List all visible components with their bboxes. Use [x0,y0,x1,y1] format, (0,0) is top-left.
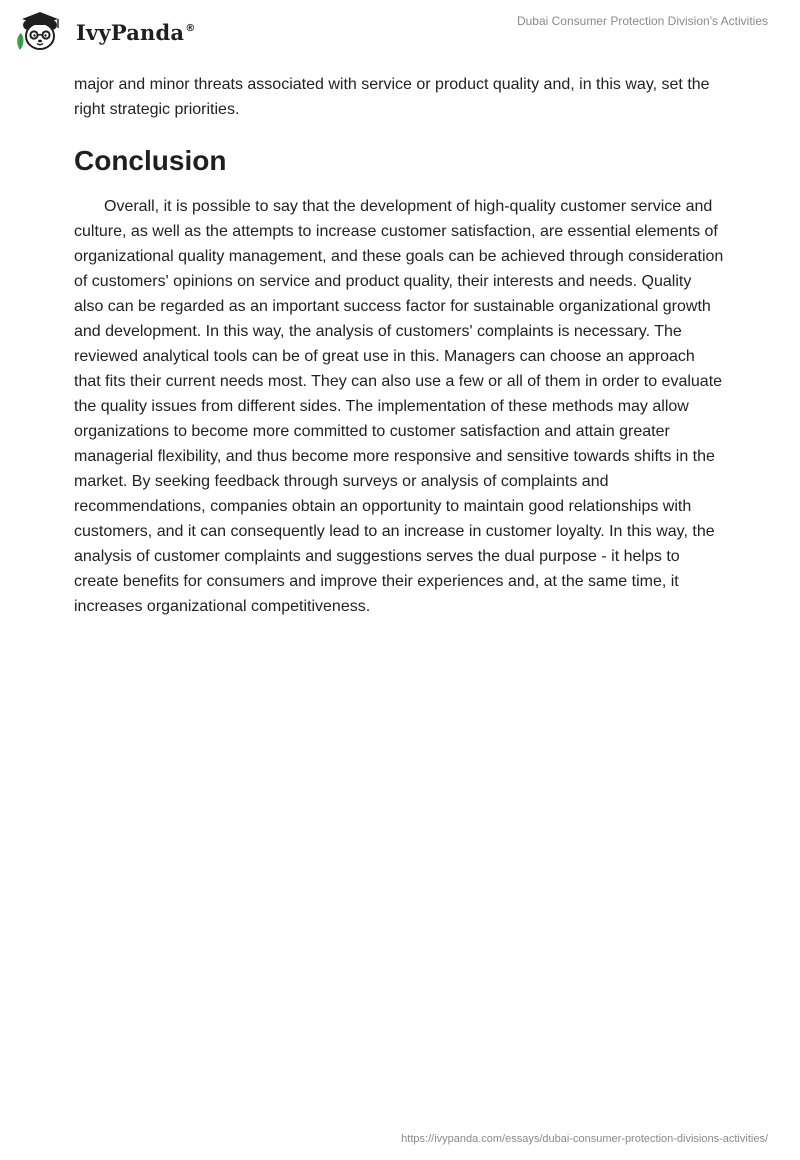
conclusion-heading: Conclusion [74,145,227,176]
registered-mark: ® [185,22,196,34]
intro-paragraph: major and minor threats associated with service or product quality and, in this way, set the right strategic priorities. [74,76,710,118]
conclusion-paragraph: Overall, it is possible to say that the development of high-quality customer service and culture, as well as the attempts to increase customer satisfaction, are essential elements of organizational quality management, and these goals can be achieved through consideration of customers' opinions on service and product quality, their interests and needs. Quality also can be regarded as an important success factor for sustainable organizational growth and development. In this way, the analysis of customers' complaints is necessary. The reviewed analytical tools can be of great use in this. Managers can choose an approach that fits their current needs most. They can also use a few or all of them in order to evaluate the quality issues from different sides. The implementation of these methods may allow organizations to become more committed to customer satisfaction and attain greater managerial flexibility, and thus become more responsive and sensitive towards shifts in the market. By seeking feedback through surveys or analysis of complaints and recommendations, companies obtain an opportunity to maintain good relationships with customers, and it can consequently lead to an increase in customer loyalty. In this way, the analysis of customer complaints and suggestions serves the dual purpose - it helps to create benefits for consumers and improve their experiences and, at the same time, it increases organizational competitiveness. [74,198,724,615]
document-title: Dubai Consumer Protection Division's Activities [516,14,768,28]
page-header [0,0,800,64]
brand-logo[interactable] [14,9,195,53]
panda-graduate-logo-icon [14,9,66,53]
source-url[interactable]: https://ivypanda.com/essays/dubai-consumer-protection-divisions-activities/ [401,1133,768,1145]
essay-content [74,72,724,619]
brand-name: IvyPanda® [76,19,196,45]
